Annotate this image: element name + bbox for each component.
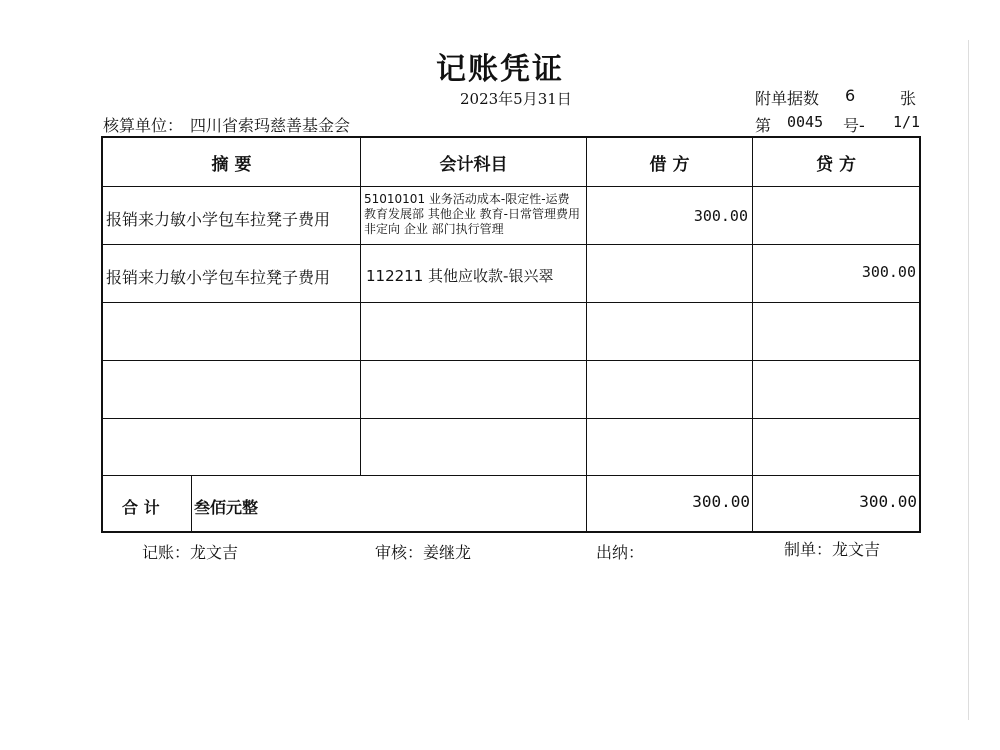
reviewer-sign bbox=[375, 540, 471, 563]
row2-credit: 300.00 bbox=[861, 263, 916, 281]
row1-account: 51010101 业务活动成本-限定性-运费 教育发展部 其他企业 教育-日常管理费用 非定向 企业 部门执行管理 bbox=[364, 192, 580, 236]
col-line bbox=[586, 136, 587, 533]
header-debit: 借 方 bbox=[649, 155, 690, 175]
col-line-total bbox=[191, 476, 192, 533]
voucher-title: 记账凭证 bbox=[436, 52, 564, 87]
attachments-unit: 张 bbox=[900, 89, 917, 108]
bookkeeper-sign bbox=[142, 540, 238, 563]
attachments-label: 附单据数 bbox=[755, 89, 820, 108]
row-line bbox=[101, 186, 921, 187]
cashier-label: 出纳： bbox=[596, 543, 645, 562]
total-amount-words: 叁佰元整 bbox=[194, 498, 259, 517]
reviewer-label: 审核： bbox=[375, 543, 424, 562]
preparer-sign bbox=[784, 537, 880, 560]
table-border-bottom bbox=[101, 531, 921, 533]
row1-debit: 300.00 bbox=[693, 207, 748, 225]
row-line bbox=[101, 302, 921, 303]
header-summary: 摘 要 bbox=[211, 155, 252, 175]
bookkeeper-label: 记账： bbox=[142, 543, 191, 562]
row-line bbox=[101, 244, 921, 245]
voucher-date: 2023年5月31日 bbox=[460, 90, 572, 108]
preparer-name: 龙文吉 bbox=[832, 540, 881, 559]
total-label: 合 计 bbox=[122, 498, 160, 517]
voucher-no-suffix: 号- bbox=[843, 116, 865, 135]
table-border-left bbox=[101, 136, 103, 533]
total-credit: 300.00 bbox=[859, 492, 917, 511]
voucher-page: 1/1 bbox=[893, 113, 921, 131]
voucher-number: 0045 bbox=[787, 113, 824, 131]
unit-value: 四川省索玛慈善基金会 bbox=[190, 116, 351, 135]
col-line bbox=[360, 136, 361, 476]
table-border-top bbox=[101, 136, 921, 138]
voucher-no-prefix: 第 bbox=[755, 116, 772, 135]
row-line bbox=[101, 418, 921, 419]
row-line bbox=[101, 475, 921, 476]
reviewer-name: 姜继龙 bbox=[423, 543, 472, 562]
row-line bbox=[101, 360, 921, 361]
cashier-sign bbox=[596, 540, 644, 563]
header-credit: 贷 方 bbox=[816, 155, 856, 175]
row1-summary: 报销来力敏小学包车拉凳子费用 bbox=[106, 210, 331, 229]
scan-edge bbox=[968, 40, 969, 720]
table-border-right bbox=[919, 136, 921, 533]
bookkeeper-name: 龙文吉 bbox=[190, 543, 239, 562]
row2-account: 112211 其他应收款-银兴翠 bbox=[366, 267, 554, 285]
total-debit: 300.00 bbox=[692, 492, 750, 511]
header-account: 会计科目 bbox=[439, 155, 508, 175]
unit-label: 核算单位： bbox=[103, 116, 184, 135]
row2-summary: 报销来力敏小学包车拉凳子费用 bbox=[106, 268, 331, 287]
attachments-count: 6 bbox=[845, 86, 856, 105]
col-line bbox=[752, 136, 753, 533]
preparer-label: 制单： bbox=[784, 540, 833, 559]
